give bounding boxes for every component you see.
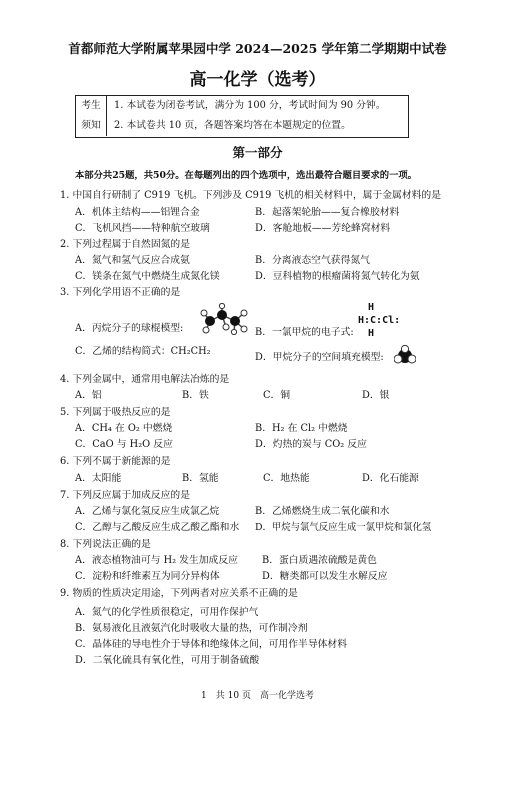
question-stem: 5. 下列属于吸热反应的是 [60, 407, 171, 418]
option-b: B．氢能 [182, 473, 219, 484]
option-b: B．蛋白质遇浓硫酸是黄色 [262, 555, 377, 566]
question-stem: 9. 物质的性质决定用途，下列两者对应关系不正确的是 [60, 588, 298, 599]
option-c: C．晶体硅的导电性介于导体和绝缘体之间，可用作半导体材料 [75, 639, 348, 650]
question-stem: 4. 下列金属中，通常用电解法冶炼的是 [60, 374, 230, 385]
part-intro: 本部分共25题，共50分。在每题列出的四个选项中，选出最符合题目要求的一项。 [75, 170, 417, 181]
option-d: D．二氧化硫具有氧化性，可用于制备硫酸 [75, 655, 260, 666]
option-d: D．豆科植物的根瘤菌将氮气转化为氨 [255, 271, 420, 282]
option-a: A．氮气和氢气反应合成氨 [75, 255, 190, 266]
chloromethane-electron-formula: H H:C:Cl: H [358, 302, 401, 339]
part-title: 第一部分 [232, 145, 283, 160]
option-b: B．氨易液化且液氨汽化时吸收大量的热，可作制冷剂 [75, 623, 308, 634]
option-a: A．CH₄ 在 O₂ 中燃烧 [75, 423, 173, 434]
option-d: D．甲烷分子的空间填充模型: [255, 352, 384, 363]
exam-subject-title: 高一化学（选考） [189, 70, 326, 90]
option-a: A．丙烷分子的球棍模型: [75, 323, 184, 334]
option-c: C．淀粉和纤维素互为同分异构体 [75, 571, 220, 582]
option-b: B．一氯甲烷的电子式: [255, 327, 354, 338]
question-stem: 6. 下列不属于新能源的是 [60, 456, 171, 467]
option-c: C．地热能 [263, 473, 310, 484]
option-c: C．乙醇与乙酸反应生成乙酸乙酯和水 [75, 522, 240, 533]
option-a: A．氮气的化学性质很稳定，可用作保护气 [75, 607, 259, 618]
option-c: C．乙烯的结构简式：CH₂CH₂ [75, 346, 211, 357]
notice-box [75, 95, 409, 138]
exam-school-title: 首都师范大学附属苹果园中学 2024—2025 学年第二学期期中试卷 [68, 41, 447, 56]
option-a: A．乙烯与氯化氢反应生成氯乙烷 [75, 506, 220, 517]
option-a: A．液态植物油可与 H₂ 发生加成反应 [75, 555, 238, 566]
option-b: B．H₂ 在 Cl₂ 中燃烧 [255, 423, 348, 434]
methane-space-filling-model-icon [394, 345, 416, 365]
notice-item-2: 2. 本试卷共 10 页，各题答案均答在本题规定的位置。 [114, 120, 351, 131]
option-d: D．糖类都可以发生水解反应 [262, 571, 388, 582]
option-d: D．甲烷与氯气反应生成一氯甲烷和氯化氢 [255, 522, 432, 533]
option-d: D．化石能源 [362, 473, 419, 484]
option-c: C．镁条在氮气中燃烧生成氮化镁 [75, 271, 220, 282]
question-stem: 1. 中国自行研制了 C919 飞机。下列涉及 C919 飞机的相关材料中，属于金属材料的是 [60, 190, 442, 201]
option-b: B．铁 [182, 390, 209, 401]
option-c: C．飞机风挡——特种航空玻璃 [75, 223, 210, 234]
propane-ball-stick-model-icon [200, 303, 250, 335]
question-stem: 7. 下列反应属于加成反应的是 [60, 490, 191, 501]
option-c: C．CaO 与 H₂O 反应 [75, 439, 173, 450]
notice-label: 考生 须知 [76, 96, 107, 136]
option-c: C．铜 [263, 390, 291, 401]
option-d: D．灼热的炭与 CO₂ 反应 [255, 439, 367, 450]
option-a: A．铝 [75, 390, 102, 401]
question-stem: 8. 下列说法正确的是 [60, 539, 151, 550]
notice-item-1: 1. 本试卷为闭卷考试，满分为 100 分，考试时间为 90 分钟。 [114, 100, 386, 111]
page-footer: 1 共 10 页 高一化学选考 [201, 691, 314, 701]
option-d: D．银 [362, 390, 390, 401]
option-b: B．乙烯燃烧生成二氧化碳和水 [255, 506, 390, 517]
option-b: B．分离液态空气获得氮气 [255, 255, 370, 266]
question-stem: 2. 下列过程属于自然固氮的是 [60, 239, 191, 250]
question-stem: 3. 下列化学用语不正确的是 [60, 287, 181, 298]
option-a: A．太阳能 [75, 473, 122, 484]
option-d: D．客舱地板——芳纶蜂窝材料 [255, 223, 391, 234]
option-b: B．起落架轮胎——复合橡胶材料 [255, 207, 400, 218]
option-a: A．机体主结构——铝锂合金 [75, 207, 200, 218]
